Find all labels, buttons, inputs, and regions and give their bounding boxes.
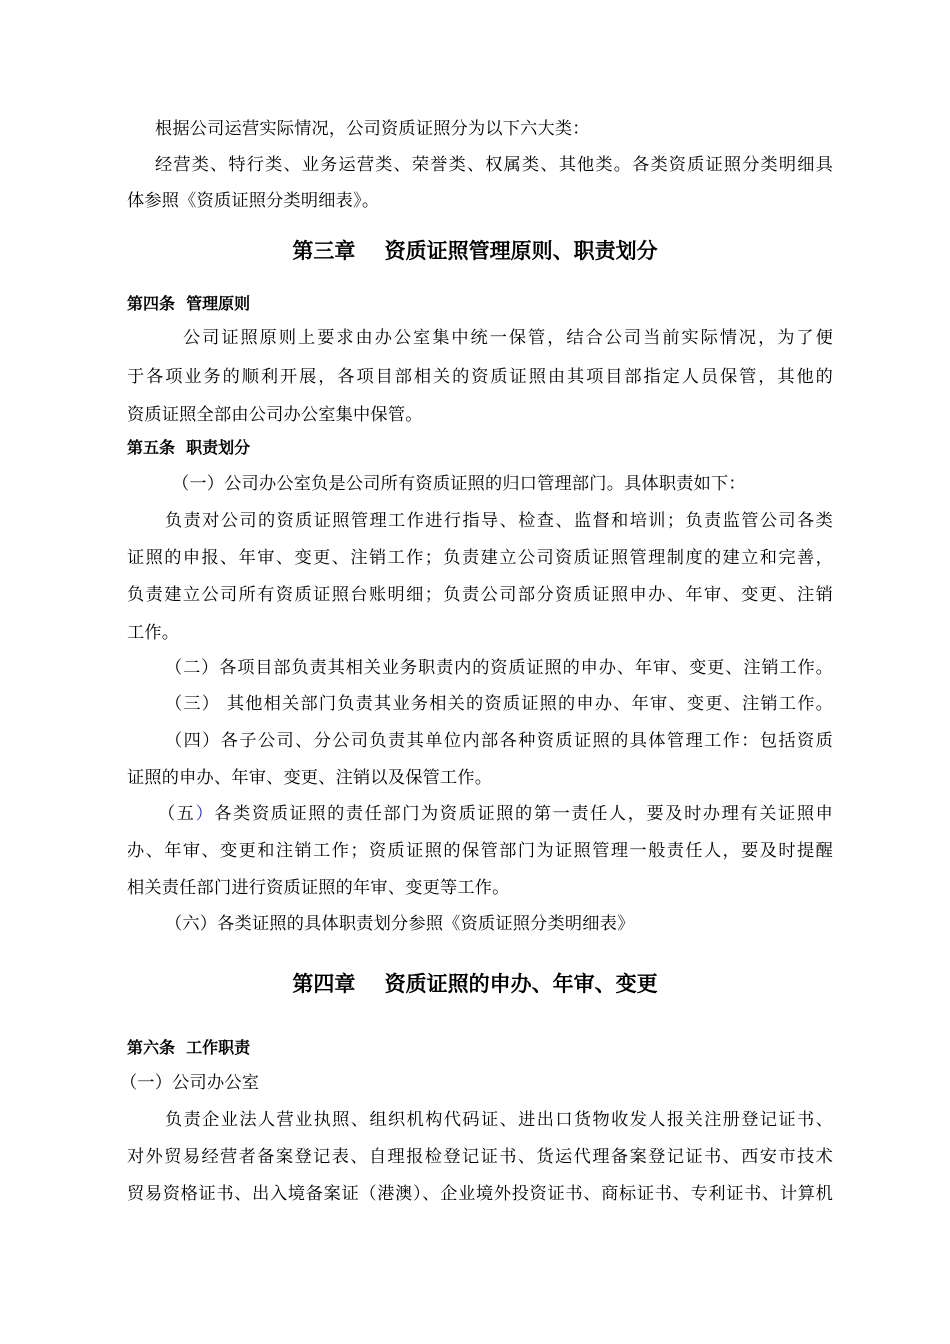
article-6-item-1-line-3: 贸易资格证书、出入境备案证（港澳）、企业境外投资证书、商标证书、专利证书、计算机 [127, 1184, 833, 1204]
intro-line-2: 经营类、特行类、业务运营类、荣誉类、权属类、其他类。各类资质证照分类明细具 [155, 155, 833, 175]
article-6-item-1-title: （一）公司办公室 [120, 1073, 260, 1093]
intro-line-1: 根据公司运营实际情况，公司资质证照分为以下六大类： [155, 119, 590, 139]
article-6-heading: 第六条 工作职责 [127, 1038, 251, 1057]
item-5-paren-open: （五 [158, 804, 196, 824]
article-6-item-1-line-2: 对外贸易经营者备案登记表、自理报检登记证书、货运代理备案登记证书、西安市技术 [127, 1147, 833, 1167]
article-5-item-2: （二）各项目部负责其相关业务职责内的资质证照的申办、年审、变更、注销工作。 [165, 658, 833, 678]
item-5-paren-close: ） [195, 804, 215, 824]
article-5-item-1-title: （一）公司办公室负是公司所有资质证照的归口管理部门。具体职责如下： [172, 474, 746, 494]
intro-line-3: 体参照《资质证照分类明细表》。 [127, 191, 380, 211]
chapter-4-title: 第四章 资质证照的申办、年审、变更 [292, 972, 658, 996]
article-4-line-1: 公司证照原则上要求由办公室集中统一保管，结合公司当前实际情况，为了便 [183, 328, 833, 348]
article-5-item-1-line-2: 证照的申报、年审、变更、注销工作；负责建立公司资质证照管理制度的建立和完善， [127, 548, 833, 568]
article-5-item-1-line-3: 负责建立公司所有资质证照台账明细；负责公司部分资质证照申办、年审、变更、注销 [127, 585, 833, 605]
chapter-3-title: 第三章 资质证照管理原则、职责划分 [292, 239, 658, 263]
article-5-item-3: （三） 其他相关部门负责其业务相关的资质证照的申办、年审、变更、注销工作。 [165, 694, 833, 714]
item-5-text: 各类资质证照的责任部门为资质证照的第一责任人，要及时办理有关证照申 [214, 804, 833, 824]
article-5-item-4-line-1: （四）各子公司、分公司负责其单位内部各种资质证照的具体管理工作：包括资质 [165, 731, 833, 751]
article-5-item-1-line-4: 工作。 [127, 623, 180, 643]
article-5-item-4-line-2: 证照的申办、年审、变更、注销以及保管工作。 [127, 768, 493, 788]
article-5-item-5-line-3: 相关责任部门进行资质证照的年审、变更等工作。 [127, 878, 510, 898]
article-5-item-5-line-2: 办、年审、变更和注销工作；资质证照的保管部门为证照管理一般责任人，要及时提醒 [127, 841, 833, 861]
article-4-line-3: 资质证照全部由公司办公室集中保管。 [127, 405, 423, 425]
article-4-line-2: 于各项业务的顺利开展，各项目部相关的资质证照由其项目部指定人员保管，其他的 [127, 367, 833, 387]
article-4-heading: 第四条 管理原则 [127, 294, 251, 313]
article-5-item-1-line-1: 负责对公司的资质证照管理工作进行指导、检查、监督和培训；负责监管公司各类 [165, 511, 833, 531]
article-5-item-5-line-1 [158, 803, 833, 825]
article-5-heading: 第五条 职责划分 [127, 438, 251, 457]
article-5-item-6: （六）各类证照的具体职责划分参照《资质证照分类明细表》 [165, 914, 635, 934]
article-6-item-1-line-1: 负责企业法人营业执照、组织机构代码证、进出口货物收发人报关注册登记证书、 [165, 1110, 833, 1130]
